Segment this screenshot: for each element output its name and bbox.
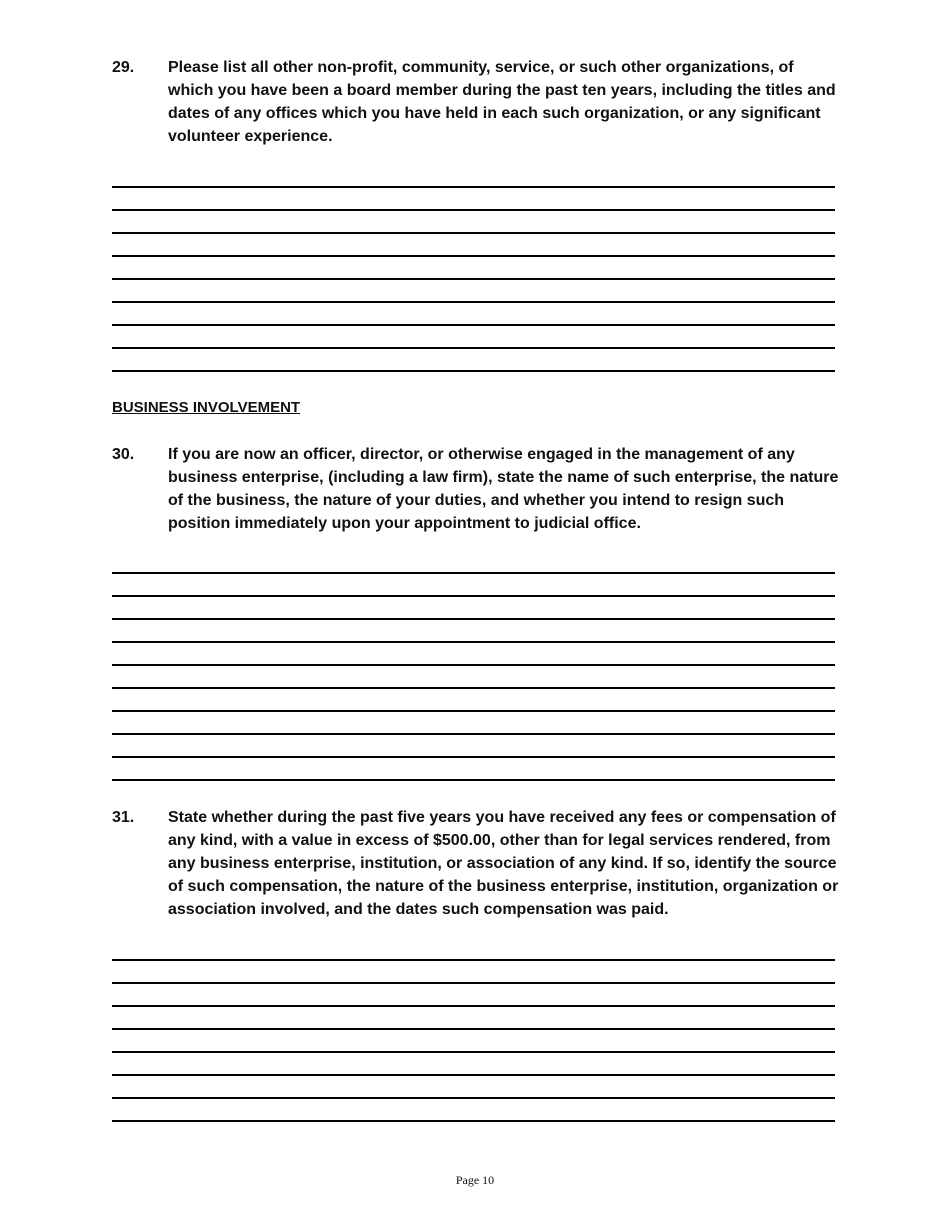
answer-line — [112, 1028, 835, 1030]
answer-line — [112, 982, 835, 984]
question-text: State whether during the past five years you have received any fees or compensation of any kind, with a value in excess of $500.00, other than for legal services rendered, from any business enterprise, institution, or association of any kind. If so, identify the source of such compensation, the nature of the business enterprise, institution, organization or association involved, and the dates such compensation was paid. — [168, 809, 839, 918]
answer-line — [112, 779, 835, 781]
answer-line — [112, 710, 835, 712]
answer-line — [112, 959, 835, 961]
answer-line — [112, 278, 835, 280]
answer-line — [112, 186, 835, 188]
answer-line — [112, 301, 835, 303]
answer-line — [112, 324, 835, 326]
answer-line — [112, 733, 835, 735]
question-31 — [112, 806, 842, 921]
answer-line — [112, 687, 835, 689]
answer-line — [112, 1051, 835, 1053]
question-number: 30. — [112, 446, 135, 463]
answer-lines-31[interactable] — [112, 959, 835, 1143]
answer-line — [112, 209, 835, 211]
question-number: 29. — [112, 59, 135, 76]
answer-line — [112, 1097, 835, 1099]
question-text: Please list all other non-profit, community, service, or such other organizations, of which you have been a board member during the past ten years, including the titles and dates of any offices which you have held in each such organization, or any significant volunteer experience. — [168, 59, 836, 145]
question-29 — [112, 56, 842, 148]
question-30 — [112, 443, 842, 535]
answer-line — [112, 641, 835, 643]
answer-lines-29[interactable] — [112, 186, 835, 393]
answer-line — [112, 756, 835, 758]
page-number: Page 10 — [455, 1173, 495, 1187]
answer-line — [112, 1120, 835, 1122]
question-text: If you are now an officer, director, or otherwise engaged in the management of any business enterprise, (including a law firm), state the name of such enterprise, the nature of the business, the nature of your duties, and whether you intend to resign such position immediately upon your appointment to judicial office. — [168, 446, 839, 532]
question-number: 31. — [112, 809, 135, 826]
answer-line — [112, 347, 835, 349]
answer-line — [112, 618, 835, 620]
answer-line — [112, 572, 835, 574]
answer-line — [112, 232, 835, 234]
answer-line — [112, 255, 835, 257]
answer-lines-30[interactable] — [112, 572, 835, 802]
answer-line — [112, 595, 835, 597]
answer-line — [112, 664, 835, 666]
answer-line — [112, 370, 835, 372]
section-heading: BUSINESS INVOLVEMENT — [112, 399, 301, 416]
answer-line — [112, 1005, 835, 1007]
answer-line — [112, 1074, 835, 1076]
